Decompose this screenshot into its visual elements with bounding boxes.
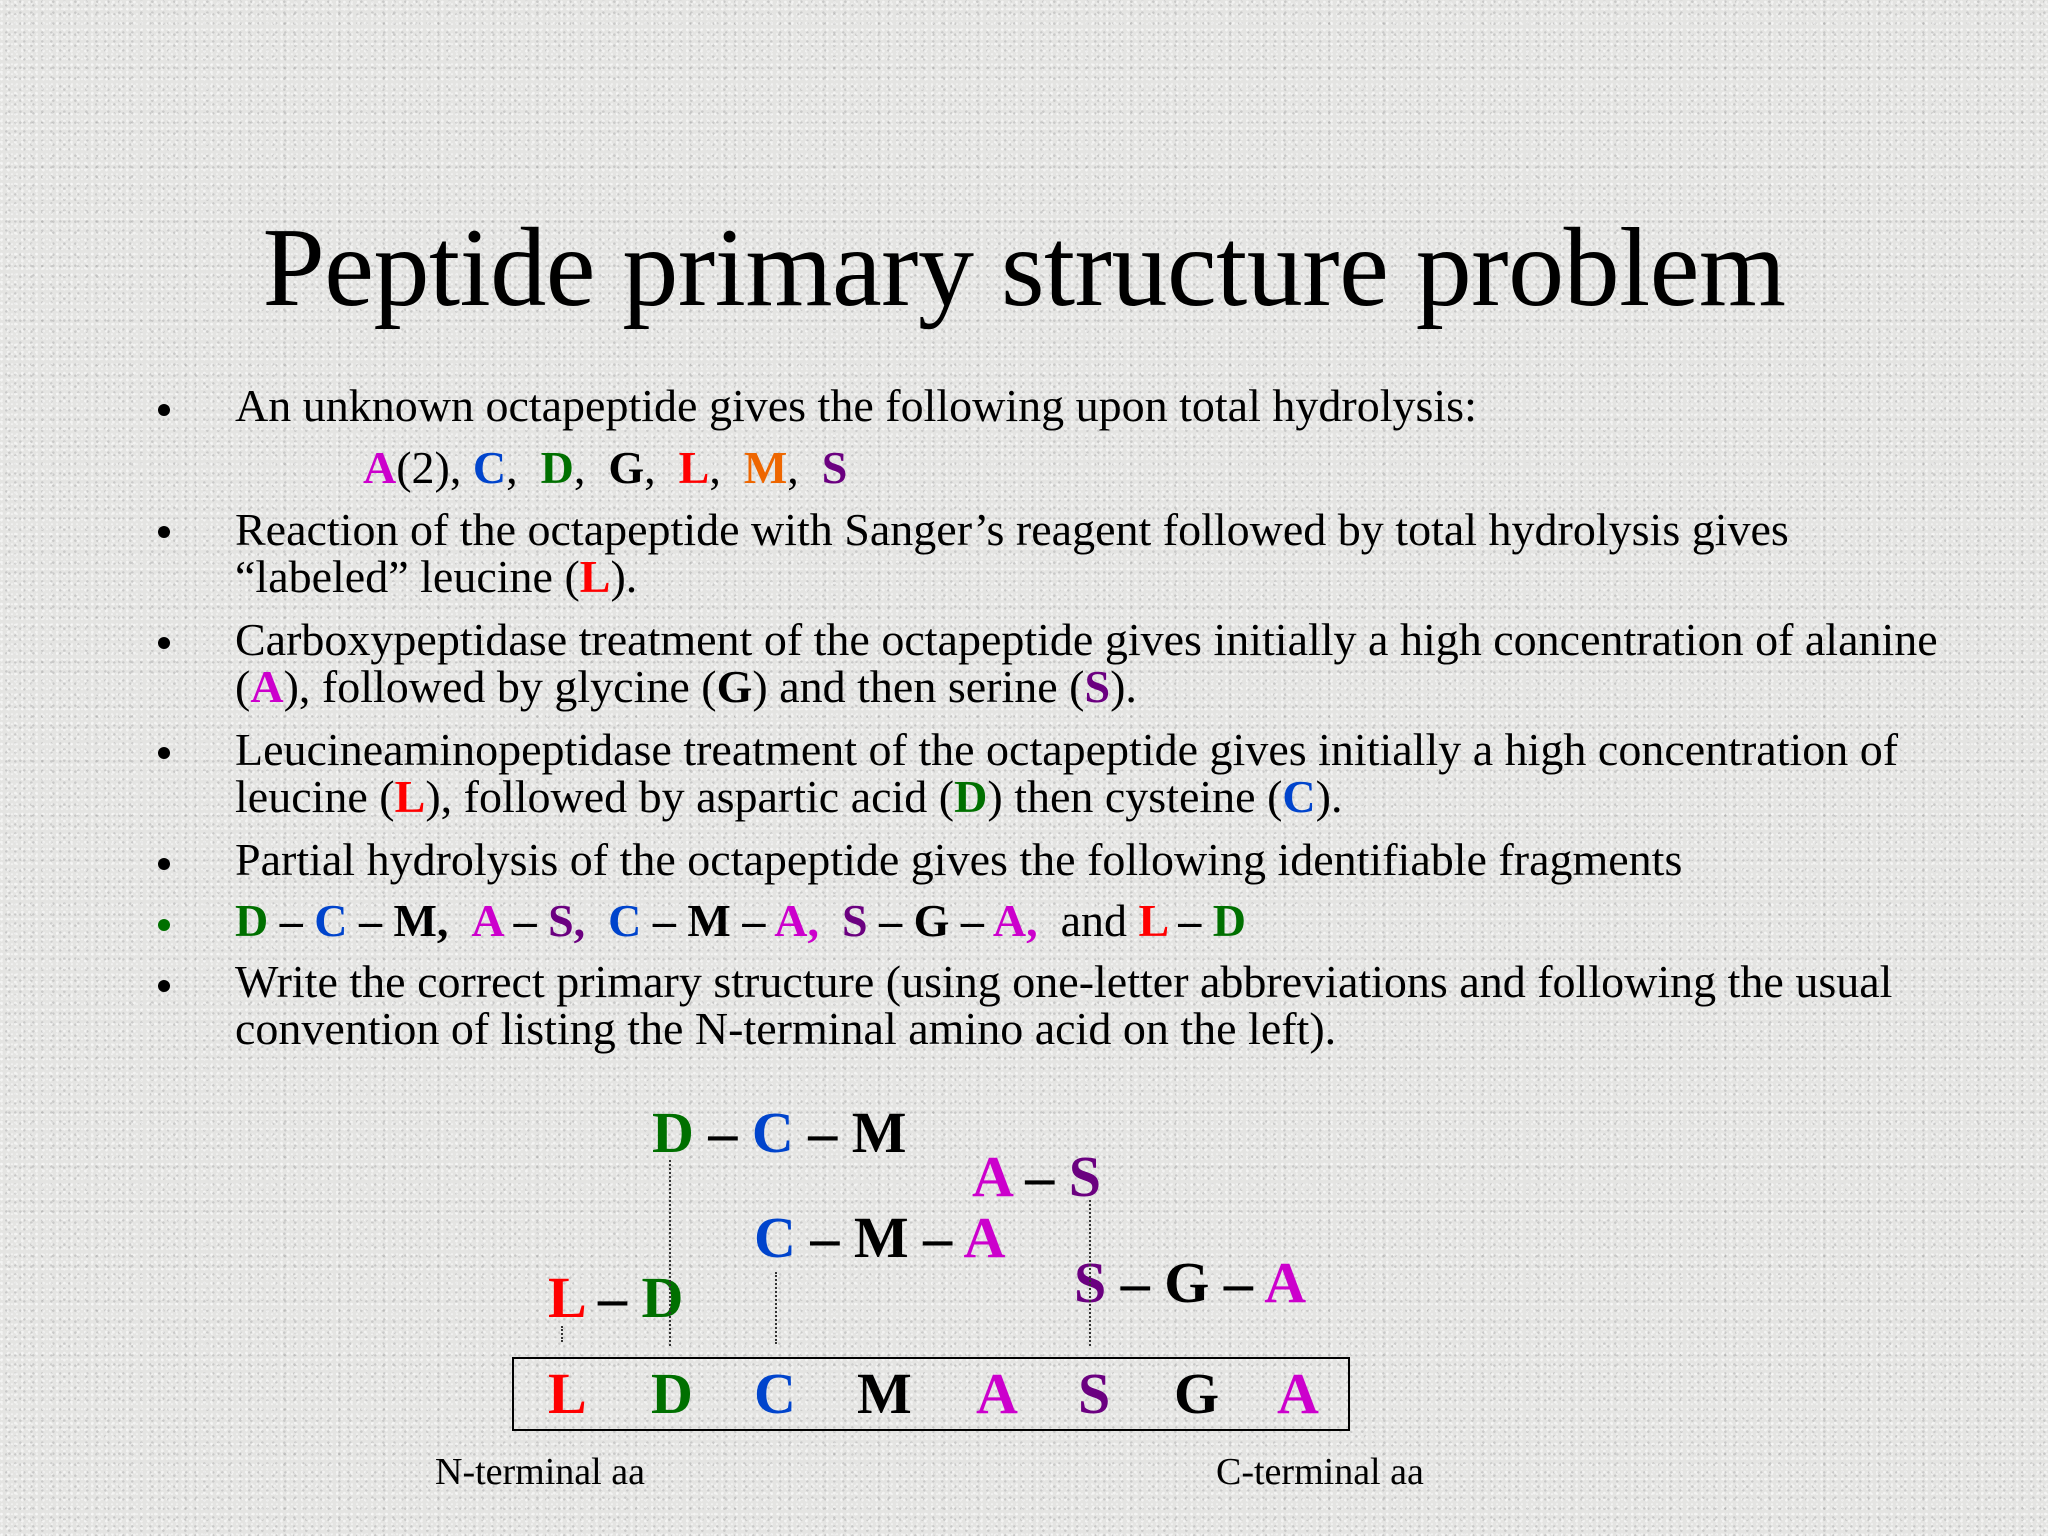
seq-aa-M: M [857,1361,912,1426]
alignment-line-C [775,1272,777,1344]
dash: – [730,895,775,946]
bullet-text: Reaction of the octapeptide with Sanger’s reagent followed by total hydrolysis gives “labeled” leucine ( [235,504,1789,602]
aa-S: S, [548,895,586,946]
dash: – [268,895,315,946]
aa-S: S [1084,661,1111,712]
bullet-text: Leucineaminopeptidase treatment of the octapeptide gives initially a high concentration of leucine ( [235,724,1899,822]
seq-aa-A: A [976,1361,1018,1426]
alignment-line-D [669,1160,671,1346]
bullet-text: ). [610,551,638,602]
bullet-sanger [235,506,1955,600]
aa-A: A [471,895,503,946]
dash: – [908,1205,964,1270]
list-sep: , [644,442,668,493]
aa-D: D [954,771,988,822]
c-terminal-label: C-terminal aa [1216,1451,1424,1493]
bullet-text: ), followed by glycine ( [283,661,717,712]
aa-A: A, [992,895,1038,946]
bullet-text: ) and then serine ( [752,661,1085,712]
aa-L: L [1138,895,1167,946]
aa-L: L [579,551,611,602]
aa-A: A [250,661,284,712]
aa-M: M [687,895,731,946]
aa-M: M [853,1205,909,1270]
dash: – [583,1265,642,1330]
aa-A: A, [774,895,820,946]
aa-S: S [842,895,868,946]
fragments-list [235,897,1955,944]
list-sep: , [573,442,597,493]
aa-S: S [821,442,848,493]
aa-C: C [314,895,348,946]
dash: – [1166,895,1213,946]
primary-structure-box [512,1357,1350,1431]
slide-title: Peptide primary structure problem [262,206,1786,330]
dash: – [795,1205,854,1270]
aa-G: G [1164,1250,1210,1315]
list-sep: (2), [396,442,473,493]
fragment-cma [754,1205,1006,1270]
seq-aa-A: A [1277,1361,1319,1426]
aa-A: A [963,1205,1006,1270]
dash: – [641,895,688,946]
bullet-text: Carboxypeptidase treatment of the octapeptide gives initially a high concentration of alanine ( [235,614,1938,712]
aa-M: M, [393,895,449,946]
aa-A: A [972,1144,1011,1209]
aa-S: S [1068,1144,1101,1209]
alignment-line-L [561,1326,563,1342]
dash: – [867,895,914,946]
aa-C: C [608,895,642,946]
bullet-text: ). [1315,771,1343,822]
aa-A: A [1264,1250,1307,1315]
seq-aa-D: D [651,1361,693,1426]
dash: – [1010,1144,1069,1209]
seq-aa-L: L [548,1361,587,1426]
bullet-dot [158,404,170,416]
bullet-leucineaminopeptidase [235,726,1955,820]
aa-S: S [1074,1250,1107,1315]
dash: – [693,1100,752,1165]
list-sep: , [506,442,530,493]
fragment-ld [548,1265,684,1330]
aa-L: L [394,771,426,822]
dash: – [347,895,394,946]
bullet-text: ) then cysteine ( [987,771,1283,822]
bullet-dot [158,637,170,649]
dash: – [1209,1250,1265,1315]
fragment-dcm [652,1100,907,1165]
seq-aa-G: G [1174,1361,1220,1426]
aa-G: G [716,661,753,712]
aa-D: D [235,895,269,946]
dash: – [502,895,549,946]
dash: – [1106,1250,1165,1315]
and-text: and [1060,895,1139,946]
bullet-write-structure: Write the correct primary structure (using one-letter abbreviations and following the usual convention of listing the N-terminal amino acid on the left). [235,956,1893,1054]
bullet-dot [158,858,170,870]
bullet-dot [158,980,170,992]
aa-C: C [1282,771,1316,822]
aa-D: D [1212,895,1246,946]
hydrolysis-amino-acid-list [363,444,2048,491]
aa-D: D [540,442,574,493]
n-terminal-label: N-terminal aa [435,1451,645,1493]
alignment-line-S [1089,1200,1091,1346]
aa-M: M [851,1100,907,1165]
bullet-carboxypeptidase [235,616,1955,710]
bullet-text: ). [1110,661,1137,712]
bullet-dot [158,747,170,759]
aa-D: D [641,1265,684,1330]
list-sep: , [787,442,811,493]
bullet-text: ), followed by aspartic acid ( [425,771,955,822]
aa-L: L [678,442,710,493]
dash: – [793,1100,852,1165]
bullet-partial-hydrolysis: Partial hydrolysis of the octapeptide gives the following identifiable fragments [235,834,1683,885]
aa-A: A [363,442,397,493]
seq-aa-C: C [754,1361,796,1426]
aa-G: G [608,442,645,493]
bullet-hydrolysis: An unknown octapeptide gives the following upon total hydrolysis: [235,380,1477,431]
dash: – [949,895,993,946]
aa-D: D [652,1100,694,1165]
aa-G: G [913,895,950,946]
bullet-dot [158,526,170,538]
aa-C: C [754,1205,796,1270]
bullet-dot [158,919,170,931]
fragment-as [972,1144,1101,1209]
fragment-sga [1074,1250,1307,1315]
aa-C: C [472,442,507,493]
aa-L: L [548,1265,584,1330]
aa-M: M [743,442,788,493]
seq-aa-S: S [1078,1361,1111,1426]
list-sep: , [709,442,733,493]
aa-C: C [751,1100,794,1165]
